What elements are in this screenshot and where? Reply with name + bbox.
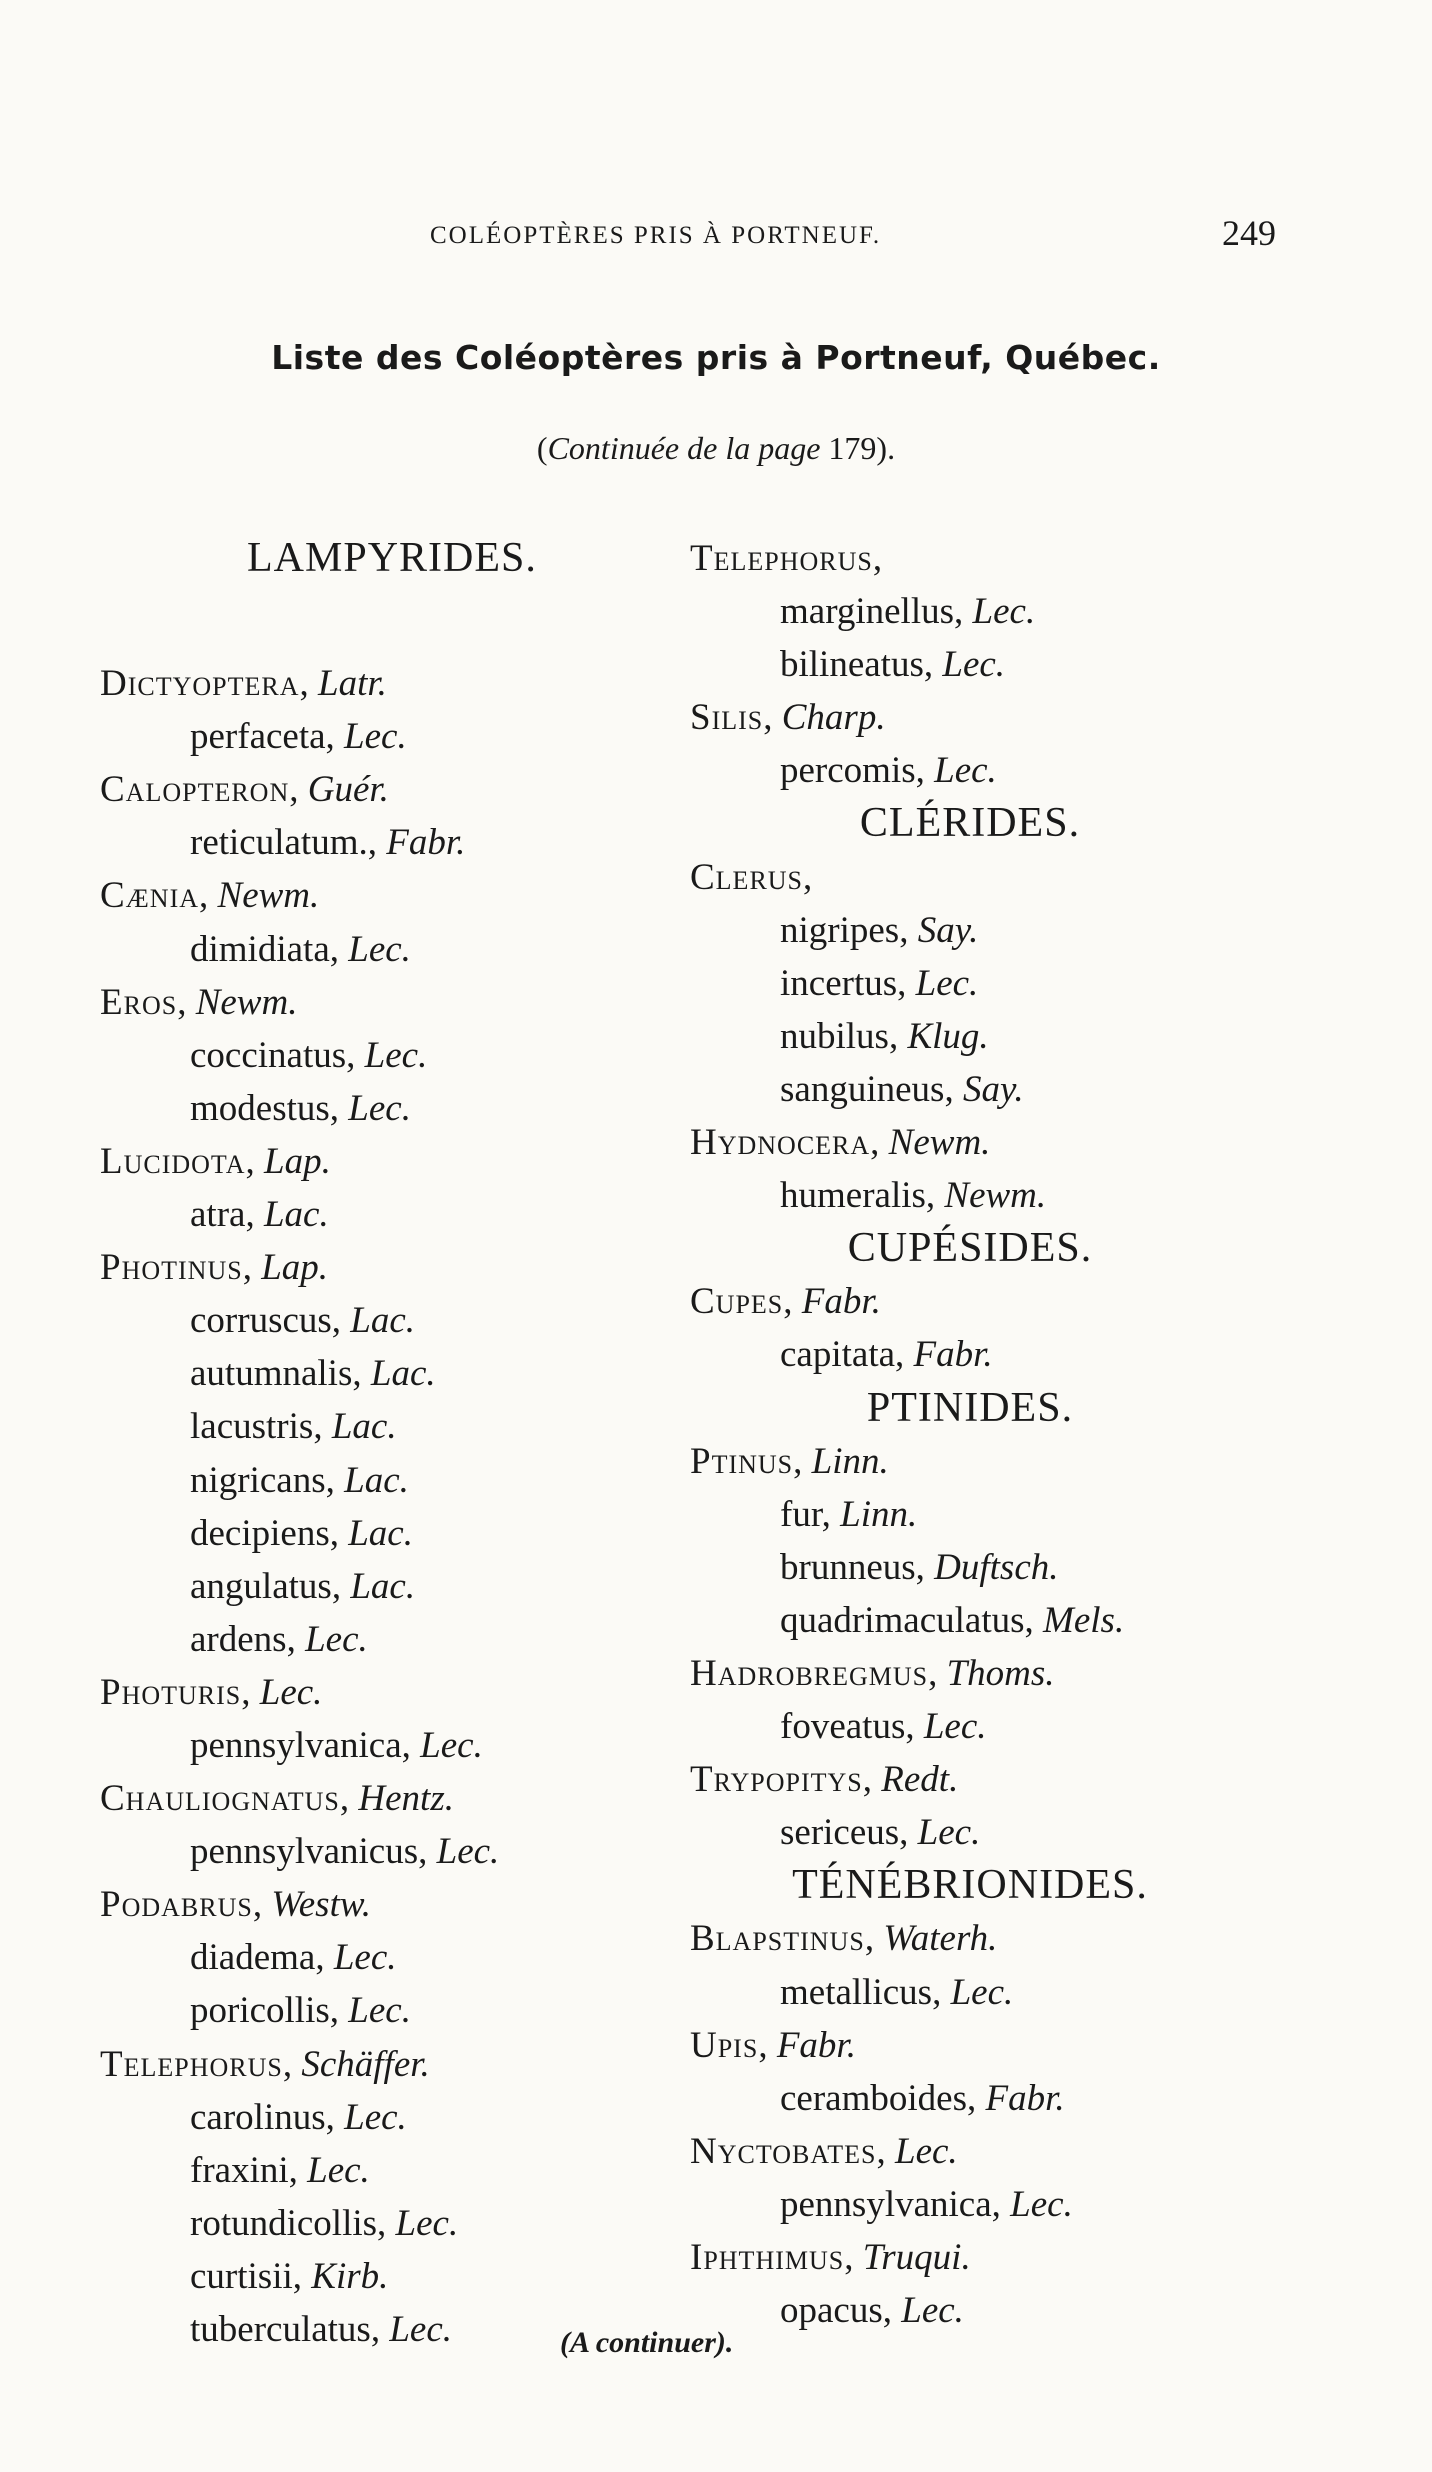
separator: , [783, 1281, 802, 1323]
species-name: brunneus [780, 1546, 916, 1588]
separator: , [899, 1812, 918, 1854]
species-name: nigripes [780, 909, 900, 951]
author-abbrev: Klug. [907, 1015, 989, 1057]
species-entry [100, 923, 660, 976]
species-entry [690, 1063, 1310, 1116]
family-heading: PTINIDES. [866, 1384, 1074, 1431]
species-entry [100, 710, 660, 763]
author-abbrev: Lec. [915, 962, 979, 1004]
species-name: capitata [780, 1334, 896, 1376]
separator: , [288, 2149, 308, 2191]
author-abbrev: Lec. [307, 2149, 370, 2191]
species-entry [100, 1931, 660, 1984]
separator: , [915, 1546, 935, 1588]
species-entry [690, 2072, 1310, 2125]
species-entry [690, 1488, 1310, 1541]
author-abbrev: Lac. [331, 1406, 397, 1448]
left-column [100, 532, 660, 2356]
species-name: modestus [190, 1087, 330, 1129]
genus-name: Podabrus [100, 1884, 253, 1926]
species-entry [100, 1507, 660, 1560]
species-entry [690, 744, 1310, 797]
genus-name: Blapstinus [690, 1918, 865, 1960]
family-heading: TÉNÉBRIONIDES. [792, 1862, 1148, 1909]
separator: , [954, 591, 973, 633]
species-name: reticulatum. [190, 822, 368, 864]
species-name: nigricans [190, 1459, 326, 1501]
genus-name: Chauliognatus [100, 1778, 340, 1820]
species-entry [100, 1984, 660, 2037]
genus-entry [690, 1116, 1310, 1169]
separator: , [352, 1353, 371, 1395]
species-name: bilineatus [780, 644, 924, 686]
genus-entry [100, 976, 660, 1029]
species-name: coccinatus [190, 1034, 347, 1076]
species-entry [690, 2178, 1310, 2231]
separator: , [899, 909, 918, 951]
subtitle [0, 430, 1432, 467]
author-abbrev: Lec. [972, 591, 1036, 633]
author-abbrev: Lec. [344, 716, 407, 758]
author-abbrev: Westw. [271, 1884, 372, 1926]
author-abbrev: Guér. [307, 769, 389, 811]
author-abbrev: Lec. [364, 1034, 428, 1076]
author-abbrev: Kirb. [311, 2255, 389, 2297]
list-title: Liste des Coléoptères pris à Portneuf, Québec. [271, 338, 1161, 377]
author-abbrev: Lec. [420, 1724, 483, 1766]
species-name: humeralis [780, 1175, 926, 1217]
species-name: corruscus [190, 1300, 332, 1342]
genus-entry [100, 1241, 660, 1294]
author-abbrev: Fabr. [386, 822, 466, 864]
genus-entry [690, 2019, 1310, 2072]
species-entry [690, 1966, 1310, 2019]
separator: , [793, 1440, 812, 1482]
author-abbrev: Newm. [217, 875, 320, 917]
author-abbrev: Lec. [305, 1618, 368, 1660]
separator: , [289, 769, 308, 811]
separator: , [245, 1140, 265, 1182]
genus-name: Photuris [100, 1671, 242, 1713]
genus-name: Ptinus [690, 1440, 794, 1482]
genus-entry [100, 1772, 660, 1825]
genus-entry [100, 1878, 660, 1931]
author-abbrev: Truqui. [862, 2237, 971, 2278]
species-name: diadema [190, 1937, 316, 1979]
species-name: rotundicollis [190, 2202, 378, 2244]
species-name: opacus [780, 2290, 883, 2332]
author-abbrev: Lac. [263, 1194, 329, 1236]
species-entry [100, 1347, 660, 1400]
separator: , [418, 1831, 437, 1873]
author-abbrev: Linn. [840, 1493, 918, 1535]
separator: , [242, 1247, 262, 1289]
author-abbrev: Lec. [934, 750, 997, 792]
genus-entry [690, 1753, 1310, 1806]
genus-entry [100, 1135, 660, 1188]
separator: , [821, 1493, 841, 1535]
genus-name: Iphthimus [690, 2237, 845, 2278]
species-name: marginellus [780, 591, 955, 633]
genus-name: Cænia [100, 875, 200, 917]
author-abbrev: Fabr. [776, 2024, 856, 2066]
subtitle-rest: 179). [820, 430, 896, 466]
species-name: decipiens [190, 1512, 330, 1554]
author-abbrev: Lec. [344, 2096, 407, 2138]
separator: , [876, 2130, 895, 2172]
species-entry [100, 1719, 660, 1772]
species-entry [100, 1082, 660, 1135]
author-abbrev: Latr. [318, 663, 387, 705]
separator: , [870, 1122, 889, 1164]
separator: , [882, 2290, 902, 2332]
species-entry [100, 2091, 660, 2144]
genus-name: Telephorus [100, 2043, 283, 2085]
author-abbrev: Lec. [348, 1990, 411, 2032]
author-abbrev: Lac. [348, 1512, 413, 1554]
species-name: pennsylvanica [780, 2183, 992, 2225]
author-abbrev: Lac. [350, 1300, 416, 1342]
separator: , [928, 1652, 947, 1694]
species-name: fur [780, 1493, 822, 1535]
separator: , [888, 1015, 908, 1057]
separator: , [932, 1971, 951, 2013]
genus-entry [100, 869, 660, 922]
author-abbrev: Lec. [923, 1706, 987, 1748]
author-abbrev: Lec. [389, 2309, 453, 2350]
separator: , [872, 538, 883, 579]
species-entry [690, 1010, 1310, 1063]
separator: , [758, 2024, 777, 2066]
separator: , [252, 1884, 272, 1926]
genus-name: Trypopitys [690, 1759, 863, 1801]
genus-entry [690, 1647, 1310, 1700]
separator: , [325, 716, 345, 758]
separator: , [897, 962, 916, 1004]
author-abbrev: Lec. [395, 2202, 459, 2244]
species-entry [690, 904, 1310, 957]
author-abbrev: Lec. [950, 1971, 1014, 2013]
separator: , [299, 663, 318, 705]
species-name: atra [190, 1194, 246, 1236]
separator: , [905, 1706, 924, 1748]
continuation-note: (A continuer). [560, 2326, 734, 2359]
author-abbrev: Lac. [370, 1353, 436, 1395]
species-entry [100, 1294, 660, 1347]
author-abbrev: Lec. [259, 1671, 323, 1713]
separator: , [325, 1459, 345, 1501]
author-abbrev: Newm. [944, 1175, 1047, 1217]
species-name: quadrimaculatus [780, 1599, 1025, 1641]
separator: , [315, 1937, 334, 1979]
species-name: fraxini [190, 2149, 289, 2191]
separator: , [895, 1334, 914, 1376]
species-entry [690, 2284, 1310, 2337]
separator: , [367, 822, 387, 864]
separator: , [862, 1759, 882, 1801]
spacer [100, 585, 660, 657]
species-name: incertus [780, 962, 898, 1004]
genus-name: Cupes [690, 1281, 784, 1323]
genus-entry [690, 2125, 1310, 2178]
separator: , [966, 2077, 986, 2119]
genus-entry [690, 532, 1310, 585]
species-entry [690, 957, 1310, 1010]
author-abbrev: Charp. [781, 697, 886, 739]
species-entry [100, 2144, 660, 2197]
genus-name: Lucidota [100, 1140, 246, 1182]
author-abbrev: Lap. [264, 1140, 331, 1182]
species-name: sanguineus [780, 1068, 945, 1110]
page-number: 249 [1222, 213, 1276, 253]
author-abbrev: Hentz. [358, 1778, 454, 1820]
genus-entry [690, 1435, 1310, 1488]
separator: , [1024, 1599, 1044, 1641]
separator: , [346, 1034, 365, 1076]
author-abbrev: Lec. [895, 2130, 958, 2172]
species-name: curtisii [190, 2255, 293, 2297]
separator: , [370, 2309, 390, 2350]
separator: , [313, 1406, 332, 1448]
separator: , [401, 1724, 421, 1766]
species-entry [100, 1400, 660, 1453]
genus-name: Telephorus [690, 538, 873, 579]
author-abbrev: Say. [917, 909, 979, 951]
species-entry [100, 816, 660, 869]
right-column [690, 532, 1310, 2337]
author-abbrev: Lec. [1010, 2183, 1073, 2225]
separator: , [329, 1990, 349, 2032]
separator: , [245, 1194, 264, 1236]
separator: , [844, 2237, 863, 2278]
separator: , [331, 1565, 351, 1607]
separator: , [329, 928, 349, 970]
author-abbrev: Lac. [350, 1565, 416, 1607]
species-entry [690, 638, 1310, 691]
author-abbrev: Lec. [348, 1087, 411, 1129]
species-entry [100, 2197, 660, 2250]
species-entry [100, 1029, 660, 1082]
genus-name: Eros [100, 981, 178, 1023]
species-name: foveatus [780, 1706, 906, 1748]
genus-name: Photinus [100, 1247, 243, 1289]
separator: , [282, 2043, 302, 2085]
separator: , [763, 697, 782, 739]
author-abbrev: Redt. [881, 1759, 959, 1801]
separator: , [329, 1087, 349, 1129]
author-abbrev: Lec. [348, 928, 411, 970]
author-abbrev: Say. [962, 1068, 1024, 1110]
author-abbrev: Lec. [942, 644, 1006, 686]
species-name: ceramboides [780, 2077, 967, 2119]
author-abbrev: Schäffer. [301, 2043, 430, 2085]
species-name: autumnalis [190, 1353, 353, 1395]
species-name: ardens [190, 1618, 287, 1660]
genus-name: Hadrobregmus [690, 1652, 929, 1694]
genus-entry [690, 2231, 1310, 2284]
genus-name: Silis [690, 697, 764, 739]
family-heading: CUPÉSIDES. [847, 1225, 1093, 1272]
genus-entry [690, 851, 1310, 904]
author-abbrev: Waterh. [883, 1918, 998, 1960]
author-abbrev: Fabr. [913, 1334, 993, 1376]
separator: , [915, 750, 935, 792]
genus-name: Dictyoptera [100, 663, 300, 705]
author-abbrev: Fabr. [985, 2077, 1065, 2119]
author-abbrev: Lec. [917, 1812, 981, 1854]
separator: , [925, 1175, 945, 1217]
species-name: angulatus [190, 1565, 332, 1607]
species-entry [100, 1560, 660, 1613]
species-name: metallicus [780, 1971, 933, 2013]
species-name: perfaceta [190, 716, 326, 758]
species-name: lacustris [190, 1406, 314, 1448]
author-abbrev: Lap. [261, 1247, 329, 1289]
species-name: pennsylvanicus [190, 1831, 419, 1873]
species-name: poricollis [190, 1990, 330, 2032]
separator: , [177, 981, 196, 1023]
separator: , [331, 1300, 351, 1342]
author-abbrev: Thoms. [946, 1652, 1055, 1694]
separator: , [199, 875, 218, 917]
genus-entry [100, 657, 660, 710]
species-name: carolinus [190, 2096, 326, 2138]
species-entry [100, 1613, 660, 1666]
separator: , [339, 1778, 359, 1820]
species-entry [690, 1594, 1310, 1647]
species-entry [100, 1188, 660, 1241]
genus-name: Clerus [690, 856, 804, 898]
subtitle-italic: Continuée de la page [547, 430, 821, 466]
species-name: nubilus [780, 1015, 889, 1057]
separator: , [241, 1671, 260, 1713]
separator: , [325, 2096, 345, 2138]
genus-entry [690, 691, 1310, 744]
author-abbrev: Mels. [1043, 1599, 1125, 1641]
separator: , [991, 2183, 1011, 2225]
separator: , [803, 856, 813, 898]
genus-name: Hydnocera [690, 1122, 871, 1164]
author-abbrev: Newm. [195, 981, 298, 1023]
separator: , [944, 1068, 963, 1110]
species-entry [690, 585, 1310, 638]
species-entry [690, 1806, 1310, 1859]
species-name: percomis [780, 750, 916, 792]
separator: , [923, 644, 943, 686]
genus-name: Nyctobates [690, 2130, 877, 2172]
family-heading: LAMPYRIDES. [247, 535, 537, 581]
species-entry [100, 1825, 660, 1878]
species-entry [690, 1700, 1310, 1753]
genus-entry [690, 1912, 1310, 1965]
separator: , [286, 1618, 306, 1660]
genus-entry [100, 763, 660, 816]
author-abbrev: Lec. [901, 2290, 964, 2332]
species-entry [690, 1541, 1310, 1594]
author-abbrev: Newm. [888, 1122, 991, 1164]
separator: , [864, 1918, 884, 1960]
separator: , [377, 2202, 396, 2244]
author-abbrev: Fabr. [801, 1281, 881, 1323]
author-abbrev: Lac. [344, 1459, 409, 1501]
genus-entry [690, 1275, 1310, 1328]
species-entry [690, 1328, 1310, 1381]
species-name: dimidiata [190, 928, 330, 970]
separator: , [292, 2255, 312, 2297]
genus-entry [100, 1666, 660, 1719]
species-name: tuberculatus [190, 2309, 371, 2350]
family-heading: CLÉRIDES. [859, 800, 1081, 847]
genus-name: Calopteron [100, 769, 290, 811]
species-entry [100, 1454, 660, 1507]
author-abbrev: Linn. [811, 1440, 889, 1482]
species-entry [690, 1169, 1310, 1222]
species-name: pennsylvanica [190, 1724, 402, 1766]
author-abbrev: Duftsch. [934, 1546, 1059, 1588]
genus-entry [100, 2038, 660, 2091]
species-name: sericeus [780, 1812, 900, 1854]
author-abbrev: Lec. [436, 1831, 500, 1873]
genus-name: Upis [690, 2024, 759, 2066]
subtitle-open: ( [536, 430, 548, 466]
species-entry [100, 2250, 660, 2303]
separator: , [329, 1512, 349, 1554]
author-abbrev: Lec. [333, 1937, 397, 1979]
running-title: COLÉOPTÈRES PRIS À PORTNEUF. [430, 222, 882, 249]
